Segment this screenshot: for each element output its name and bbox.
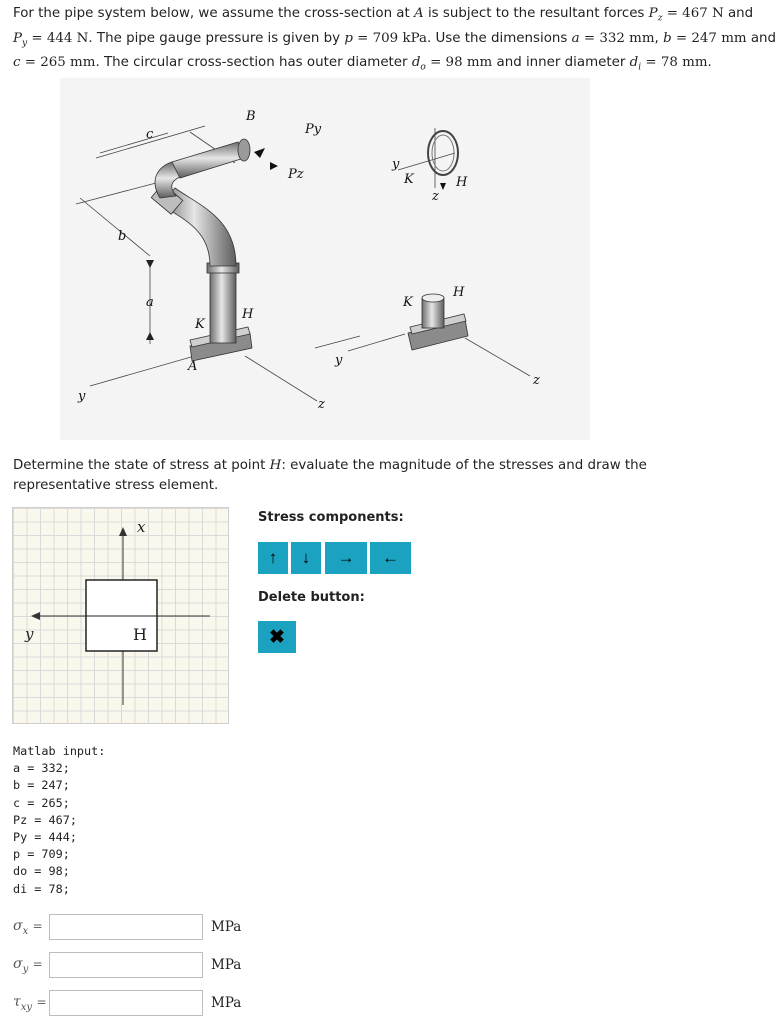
label-pz: Pz [288,167,304,182]
label-b-point: B [246,109,256,124]
question-prompt [13,456,713,496]
arrow-right-button[interactable] [325,542,367,574]
problem-line-1: For the pipe system below, we assume the cross-section at A is subject to the resultant forces $P_z = 467$ N and [13,6,754,24]
label-h-column: H [242,307,254,322]
label-h-right: H [453,285,465,300]
label-k-right: K [403,295,413,310]
arrow-right-icon: → [337,548,355,567]
label-z-right: z [533,373,540,388]
label-y-axis-left: y [78,389,86,404]
right-column-top [422,294,444,302]
matlab-line: p = 709; [13,847,70,862]
tau-xy-row [13,990,241,1016]
sigma-y-label: $\sigma_y$ = [13,955,43,975]
sigma-x-label: $\sigma_x$ = [13,917,43,937]
label-c-dim: c [146,127,154,142]
problem-statement [13,4,776,78]
label-z-axis-mid: z [318,397,325,412]
pipe-system-figure [60,78,590,440]
dim-arrow-top [146,260,154,268]
delete-button[interactable] [258,621,296,653]
y-axis-label: y [25,625,34,643]
problem-line-2: $P_y = 444$ N. The pipe gauge pressure is given by p = 709 kPa. Use the dimensions a = 332 mm, b = 247 mm and [13,30,776,49]
label-py: Py [305,122,322,137]
py-arrow [270,162,278,170]
arrow-down-icon: ↓ [301,548,311,567]
arrow-left-button[interactable] [370,542,411,574]
tau-xy-label: $\tau_{xy}$ = [13,993,47,1013]
pipe-system-drawing [60,78,590,440]
matlab-line: c = 265; [13,795,70,810]
problem-line-3: c = 265 mm. The circular cross-section has outer diameter $d_o = 98$ mm and inner diameter $d_i = 78$ mm. [13,55,712,74]
label-k-section: K [404,172,414,187]
x-axis-arrow-icon [119,527,127,536]
cross-section-arrow [440,183,446,190]
vertical-pipe [210,268,236,343]
matlab-line: do = 98; [13,864,70,879]
sigma-y-unit: MPa [211,957,242,973]
arrow-up-button[interactable] [258,542,288,574]
matlab-line: b = 247; [13,778,70,793]
sigma-x-row [13,914,241,940]
sigma-x-unit: MPa [211,919,242,935]
arrow-up-icon: ↑ [268,548,278,567]
matlab-line: Py = 444; [13,830,77,845]
dim-arrow-bottom [146,332,154,340]
sigma-x-input[interactable] [49,914,203,940]
x-axis-label: x [137,518,146,536]
matlab-line: di = 78; [13,881,70,896]
element-label: H [133,625,147,644]
tau-xy-unit: MPa [211,995,242,1011]
stress-element-canvas[interactable] [12,507,229,724]
label-h-section: H [456,175,468,190]
label-y-section: y [392,157,400,172]
stress-components-title: Stress components: [258,510,404,525]
arrow-down-button[interactable] [291,542,321,574]
tau-xy-input[interactable] [49,990,203,1016]
matlab-input-block [13,743,105,898]
right-column [422,298,444,328]
label-a-point: A [188,359,198,374]
horizontal-pipe [172,142,244,178]
matlab-line: Pz = 467; [13,812,77,827]
sigma-y-input[interactable] [49,952,203,978]
pipe-end-a [238,139,250,161]
y-axis-arrow-icon [31,612,40,620]
close-icon: ✖ [269,626,285,648]
label-z-section: z [432,189,439,204]
label-k-column: K [195,317,205,332]
label-a-dim: a [146,295,154,310]
label-b-dim: b [118,229,127,244]
pz-arrow [254,148,265,158]
label-y-axis-mid: y [335,353,343,368]
prompt-text: Determine the state of stress at point H: evaluate the magnitude of the stresses and draw the representative stress element. [13,458,647,493]
matlab-line: a = 332; [13,761,70,776]
matlab-title: Matlab input: [13,744,106,758]
arrow-left-icon: ← [382,548,399,567]
delete-button-title: Delete button: [258,590,365,605]
stress-element-axes [13,508,230,725]
sigma-y-row [13,952,241,978]
